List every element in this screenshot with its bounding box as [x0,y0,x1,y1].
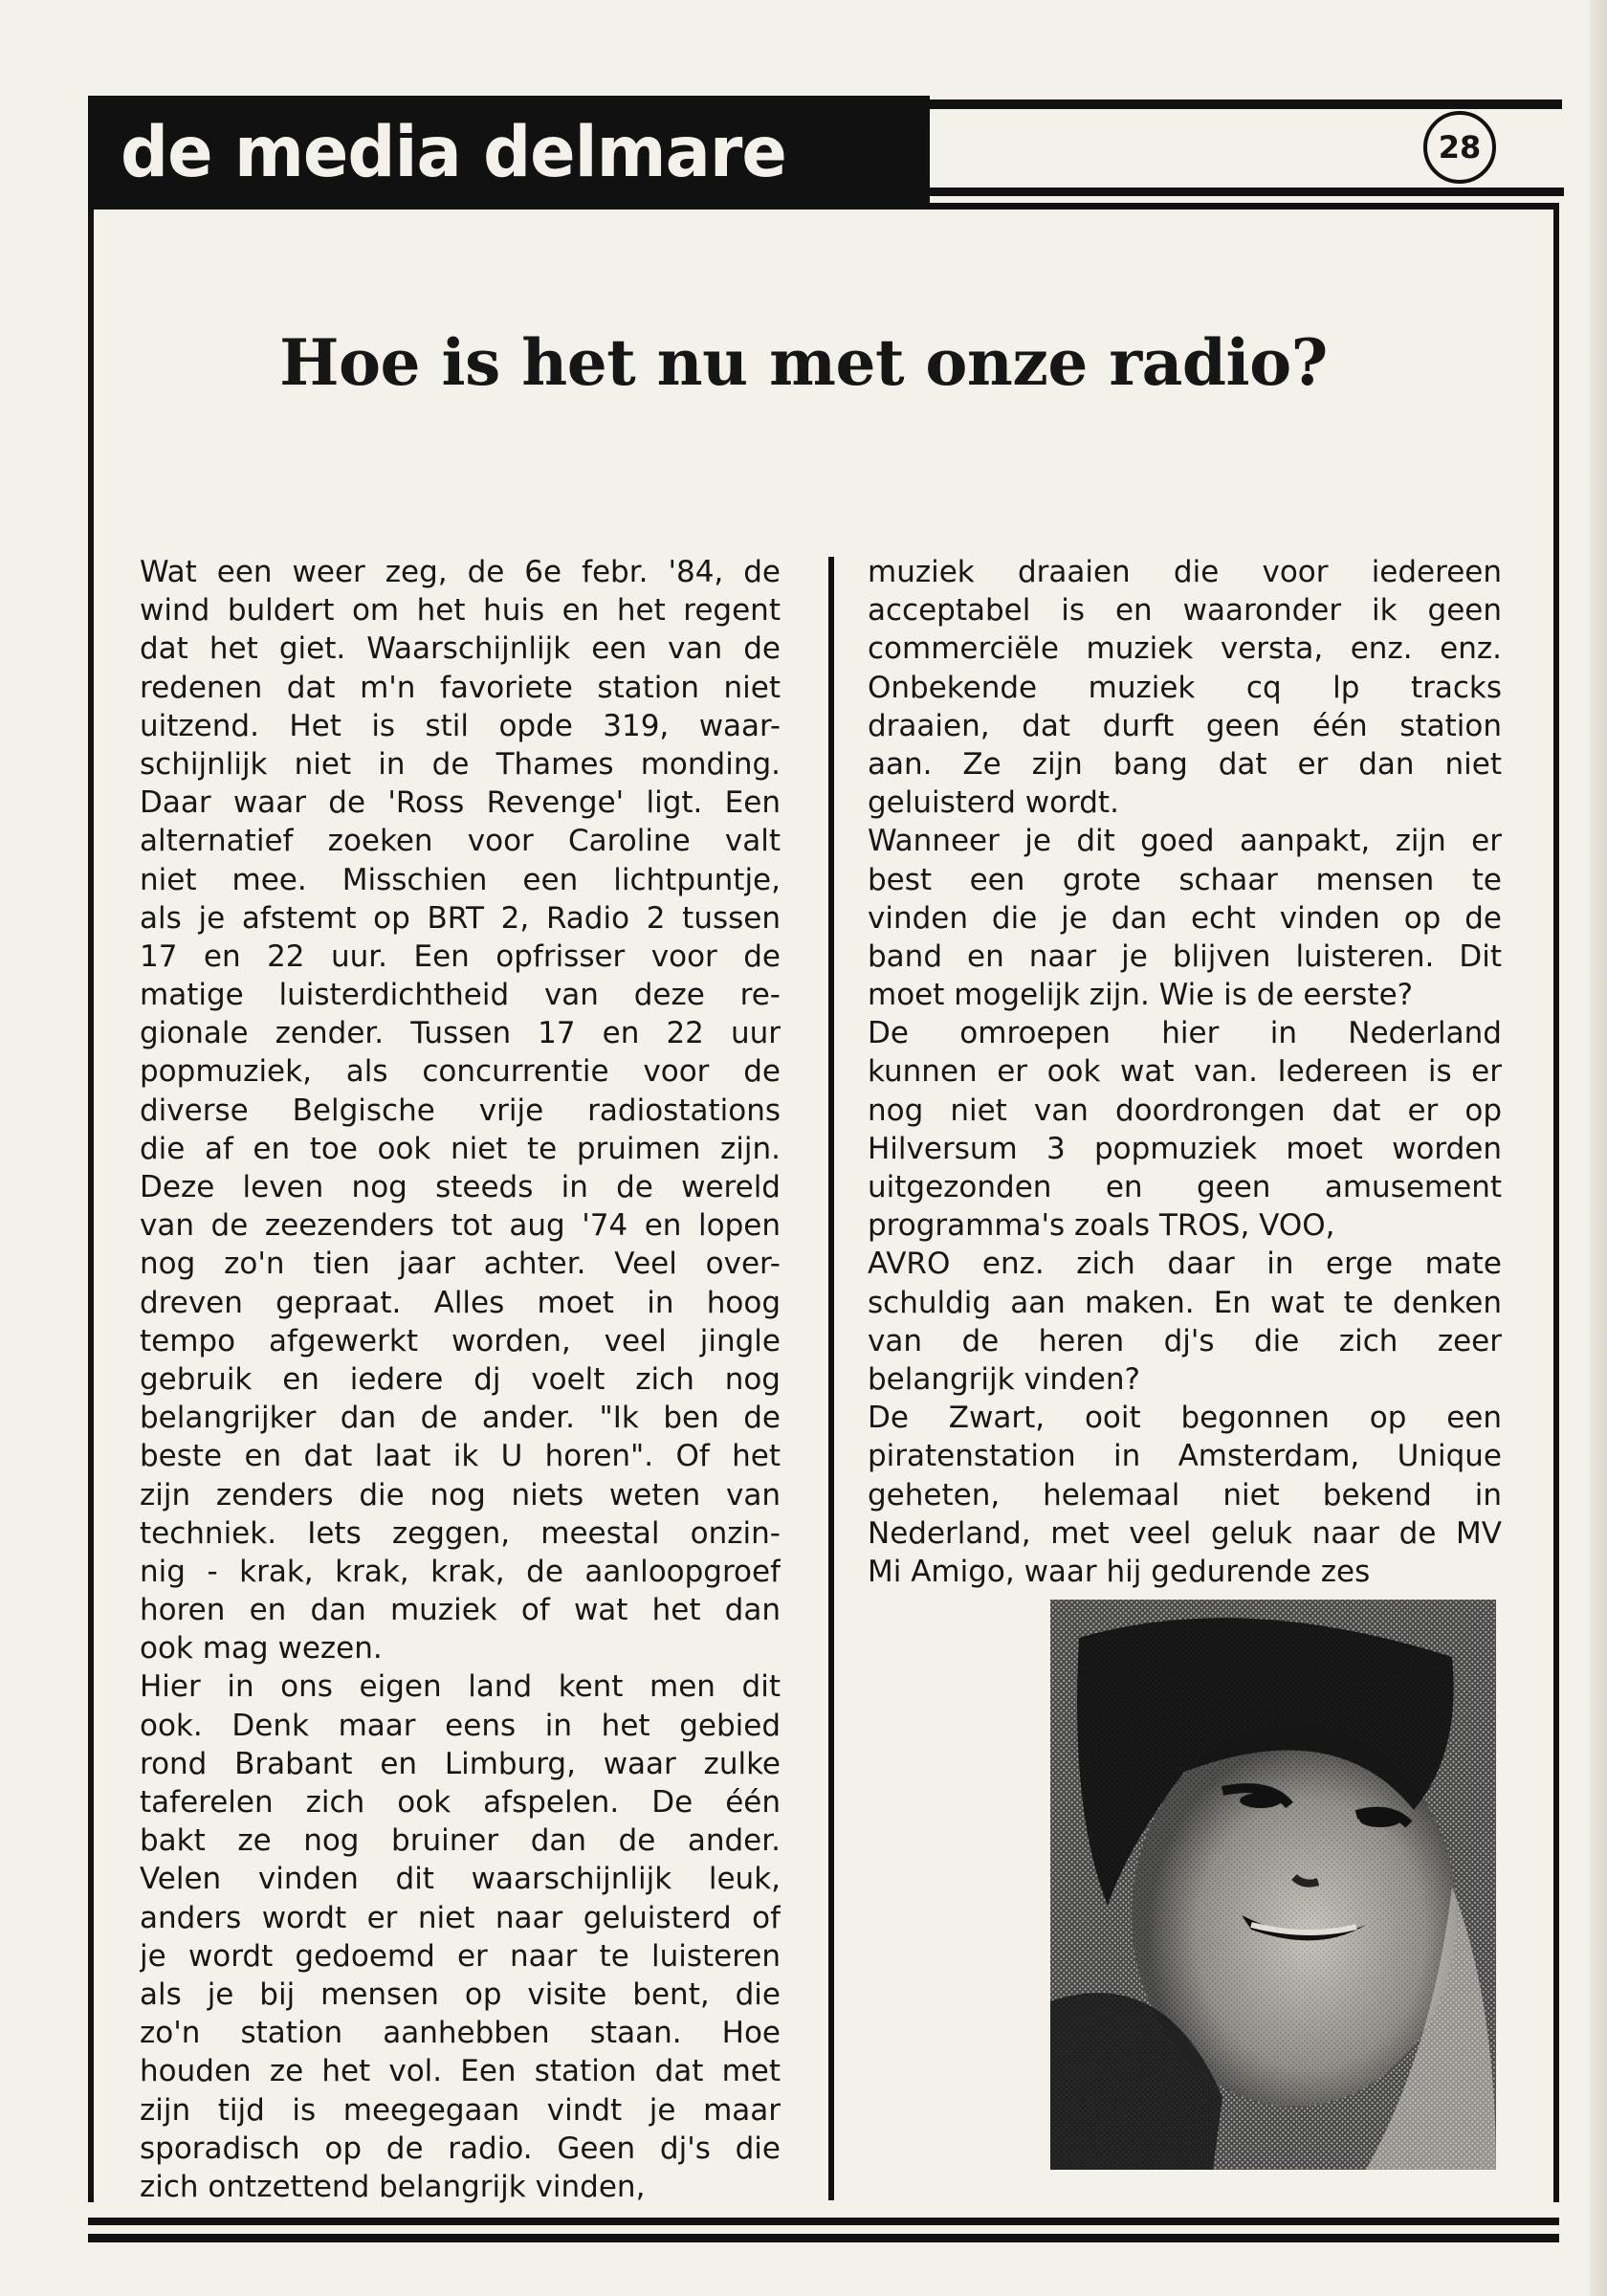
text-line: redenen dat m'n favoriete station niet [140,670,781,705]
text-line: uitgezonden en geen amusement [868,1170,1502,1204]
text-line: Wat een weer zeg, de 6e febr. '84, de [140,555,781,589]
text-line: kunnen er ook wat van. Iedereen is er [868,1054,1502,1090]
text-line: aan. Ze zijn bang dat er dan niet [868,746,1502,782]
text-line: Daar waar de 'Ross Revenge' ligt. Een [140,785,781,821]
text-line: belangrijk vinden? [868,1361,1140,1397]
text-line: ook. Denk maar eens in het gebied [140,1708,781,1743]
text-line: van de heren dj's die zich zeer [868,1323,1502,1358]
halftone-portrait-image [1050,1600,1496,2170]
text-line: schuldig aan maken. En wat te denken [868,1285,1502,1320]
header-rule-middle [918,188,1564,196]
text-line: je wordt gedoemd er naar te luisteren [140,1938,781,1974]
masthead [88,96,930,209]
text-line: acceptabel is en waaronder ik geen [868,593,1502,629]
text-line: schijnlijk niet in de Thames monding. [140,746,781,782]
text-line: horen en dan muziek of wat het dan [140,1593,781,1628]
text-line: Hier in ons eigen land kent men dit [140,1669,781,1705]
text-line: nig - krak, krak, krak, de aanloopgroef [140,1554,781,1589]
text-line: programma's zoals TROS, VOO, [868,1208,1335,1244]
text-line: AVRO enz. zich daar in erge mate [868,1247,1502,1282]
text-line: Wanneer je dit goed aanpakt, zijn er [868,824,1502,859]
text-line: bakt ze nog bruiner dan de ander. [140,1823,781,1859]
text-line: dreven gepraat. Alles moet in hoog [140,1285,781,1320]
text-line: anders wordt er niet naar geluisterd of [140,1900,781,1935]
text-line: zich ontzettend belangrijk vinden, [140,2169,646,2204]
text-line: popmuziek, als concurrentie voor de [140,1054,781,1090]
masthead-title: de media delmare [121,110,786,194]
page-number: 28 [1438,129,1482,166]
text-line: niet mee. Misschien een lichtpuntje, [140,862,781,897]
article-headline: Hoe is het nu met onze radio? [279,325,1328,400]
text-line: rond Brabant en Limburg, waar zulke [140,1746,781,1781]
column-divider [828,557,834,2200]
text-line: alternatief zoeken voor Caroline valt [140,824,781,859]
text-line: zijn tijd is meegegaan vindt je maar [140,2092,781,2128]
text-line: band en naar je blijven luisteren. Dit [868,938,1502,974]
text-line: piratenstation in Amsterdam, Unique [868,1439,1502,1474]
text-line: als je bij mensen op visite bent, die [140,1976,781,2012]
text-line: moet mogelijk zijn. Wie is de eerste? [868,978,1414,1013]
text-line: van de zeezenders tot aug '74 en lopen [140,1208,781,1244]
text-line: belangrijker dan de ander. "Ik ben de [140,1401,781,1436]
frame-rule-bottom-1 [88,2218,1559,2225]
text-line: Velen vinden dit waarschijnlijk leuk, [140,1862,781,1897]
text-line: geheten, helemaal niet bekend in [868,1477,1502,1512]
text-line: nog niet van doordrongen dat er op [868,1093,1502,1128]
text-line: Hilversum 3 popmuziek moet worden [868,1131,1502,1166]
text-line: beste en dat laat ik U horen". Of het [140,1439,781,1474]
left-column [140,553,781,2206]
text-line: geluisterd wordt. [868,785,1119,821]
text-line: als je afstemt op BRT 2, Radio 2 tussen [140,900,781,936]
text-line: taferelen zich ook afspelen. De één [140,1785,781,1820]
text-line: ook mag wezen. [140,1631,383,1667]
text-line: tempo afgewerkt worden, veel jingle [140,1323,781,1358]
text-line: best een grote schaar mensen te [868,862,1502,897]
text-line: houden ze het vol. Een station dat met [140,2054,781,2089]
text-line: zijn zenders die nog niets weten van [140,1477,781,1512]
header-rule-top [918,99,1562,109]
text-line: Onbekende muziek cq lp tracks [868,670,1502,705]
text-line: De Zwart, ooit begonnen op een [868,1401,1502,1436]
frame-rule-bottom-2 [88,2234,1559,2242]
text-line: die af en toe ook niet te pruimen zijn. [140,1131,781,1166]
text-line: Nederland, met veel geluk naar de MV [868,1515,1502,1551]
text-line: Deze leven nog steeds in de wereld [140,1170,781,1204]
text-line: nog zo'n tien jaar achter. Veel over- [140,1247,781,1282]
text-line: muziek draaien die voor iedereen [868,555,1502,589]
text-line: gebruik en iedere dj voelt zich nog [140,1361,781,1397]
text-line: sporadisch op de radio. Geen dj's die [140,2130,781,2166]
right-column [868,553,1502,1591]
text-line: Mi Amigo, waar hij gedurende zes [868,1554,1371,1589]
text-line: uitzend. Het is stil opde 319, waar- [140,708,781,743]
text-line: zo'n station aanhebben staan. Hoe [140,2016,781,2051]
text-line: gionale zender. Tussen 17 en 22 uur [140,1016,781,1051]
text-line: matige luisterdichtheid van deze re- [140,978,781,1013]
text-line: draaien, dat durft geen één station [868,708,1502,743]
text-line: dat het giet. Waarschijnlijk een van de [140,631,781,667]
text-line: commerciële muziek versta, enz. enz. [868,631,1502,667]
text-line: 17 en 22 uur. Een opfrisser voor de [140,938,781,974]
page-number-badge [1423,111,1496,184]
text-line: De omroepen hier in Nederland [868,1016,1502,1051]
text-line: wind buldert om het huis en het regent [140,593,781,629]
text-line: techniek. Iets zeggen, meestal onzin- [140,1515,781,1551]
text-line: diverse Belgische vrije radiostations [140,1093,781,1128]
text-line: vinden die je dan echt vinden op de [868,900,1502,936]
portrait-photo [1050,1600,1496,2170]
